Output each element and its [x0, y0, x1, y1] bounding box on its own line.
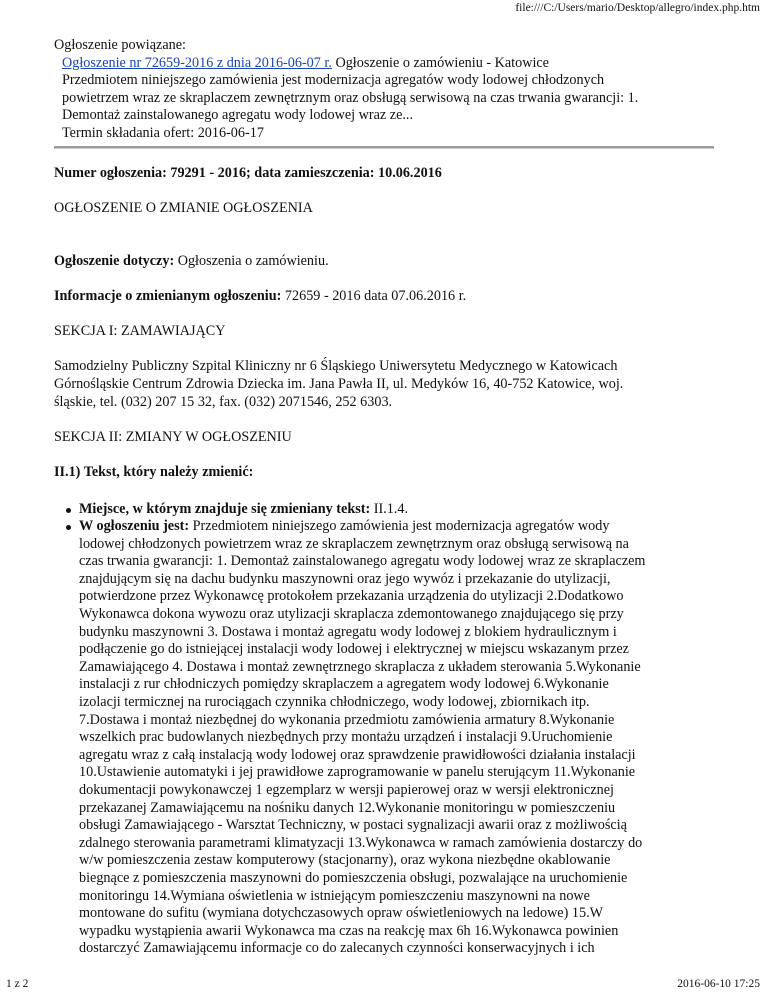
- section-2-subtitle: II.1) Tekst, który należy zmienić:: [54, 463, 254, 480]
- was-text-line: dostarczyć Zamawiającemu informacje co do zalecanych czynności konserwacyjnych i ich: [79, 940, 595, 957]
- was-text-line: izolacji termicznej na rurociągach czynnika chłodniczego, wody lodowej, zbiornikach itp.: [79, 694, 590, 711]
- section-1-title: SEKCJA I: ZAMAWIAJĄCY: [54, 323, 226, 340]
- list-item: [79, 518, 714, 958]
- was-text-line: potwierdzone przez Wykonawcę protokołem przekazania urządzenia do utylizacji 2.Dodatkowo: [79, 588, 624, 605]
- was-text-line: przekazanej Zamawiającemu na nośniku danych 12.Wykonanie monitoringu w pomieszczeniu: [79, 799, 616, 816]
- was-text-line: znajdującym się na dachu budynku maszynowni oraz jego wywóz i przekazanie do utylizacji,: [79, 570, 611, 587]
- was-text-line: Zamawiającego 4. Dostawa i montaż zewnętrznego skraplacza z układem sterowania 5.Wykonanie: [79, 658, 641, 675]
- info-value: 72659 - 2016 data 07.06.2016 r.: [281, 287, 467, 304]
- was-text-line: biegnące z pomieszczenia maszynowni do pomieszczenia obsługi, pozwalające na uruchomienie: [79, 869, 628, 886]
- divider: [54, 146, 714, 149]
- related-link-line: [54, 55, 714, 73]
- was-text-line: montowane do sufitu (wymiana dotychczasowych opraw oświetleniowych na ledowe) 15.W: [79, 905, 604, 922]
- was-text-line: lodowej chłodzonych powietrzem wraz ze skraplaczem zewnętrznym oraz obsługą serwisową na: [79, 535, 629, 552]
- related-deadline: Termin składania ofert: 2016-06-17: [62, 124, 264, 141]
- page-url: file:///C:/Users/mario/Desktop/allegro/index.php.htm: [515, 2, 760, 14]
- notice-content: [54, 165, 714, 958]
- section-1-line-1: Samodzielny Publiczny Szpital Kliniczny nr 6 Śląskiego Uniwersytetu Medycznego w Katowicach: [54, 358, 618, 375]
- was-text-line: wszelkich prac budowlanych niezbędnych przy montażu urządzeń i instalacji 9.Uruchomienie: [79, 729, 613, 746]
- notice-info: [54, 288, 714, 306]
- print-datetime: 2016-06-10 17:25: [677, 978, 760, 990]
- was-text-line: monitoringu 14.Wymiana oświetlenia w istniejącym pomieszczeniu maszynowni na nowe: [79, 887, 590, 904]
- was-text-line: 10.Ustawienie automatyki i jej prawidłowe zaprogramowanie w panelu sterującym 11.Wykonanie: [79, 764, 636, 781]
- was-text-line: wypadku wystąpienia awarii Wykonawca ma czas na reakcję max 6h 16.Wykonawca powinien: [79, 922, 619, 939]
- changes-list: [54, 501, 714, 958]
- was-text-line: dokumentacji powykonawczej 1 egzemplarz w wersji papierowej oraz w wersji elektronicznej: [79, 782, 614, 798]
- was-text-line: czas trwania gwarancji: 1. Demontaż zainstalowanego agregatu wody lodowej wraz ze skraplaczem: [79, 553, 646, 570]
- was-text-line: podłączenie go do istniejącej instalacji wody lodowej i elektrycznej w miejscu wskazanym przez: [79, 641, 629, 658]
- was-text-line: obsługi Zamawiającego - Warsztat Techniczny, w postaci sygnalizacji awarii oraz z możliwością: [79, 817, 627, 834]
- place-value: II.1.4.: [370, 500, 409, 517]
- section-1-line-2: Górnośląskie Centrum Zdrowia Dziecka im. Jana Pawła II, ul. Medyków 16, 40-752 Katowice, woj.: [54, 375, 624, 392]
- was-text-block: [79, 536, 714, 958]
- was-text-line: Wykonawca dokona wywozu oraz utylizacji skraplacza zdemontowanego znajdującego się przy: [79, 606, 624, 623]
- was-text-line: w/w pomieszczenia zestaw komputerowy (stacjonarny), oraz wykona niezbędne okablowanie: [79, 852, 611, 869]
- section-2-title: SEKCJA II: ZMIANY W OGŁOSZENIU: [54, 428, 292, 445]
- list-item: [79, 501, 714, 519]
- was-text-line: budynku maszynowni 3. Dostawa i montaż agregatu wody lodowej z blokiem hydraulicznym i: [79, 623, 617, 640]
- was-text-line: 7.Dostawa i montaż niezbędnej do wykonania przedmiotu zamówienia armatury 8.Wykonanie: [79, 711, 615, 728]
- section-1-line-3: śląskie, tel. (032) 207 15 32, fax. (032) 2071546, 252 6303.: [54, 393, 393, 410]
- related-line-3: Demontaż zainstalowanego agregatu wody lodowej wraz ze...: [62, 107, 414, 124]
- related-notice-block: [54, 37, 714, 143]
- page-number: 1 z 2: [6, 978, 29, 990]
- notice-heading: OGŁOSZENIE O ZMIANIE OGŁOSZENIA: [54, 200, 313, 217]
- info-label: Informacje o zmienianym ogłoszeniu:: [54, 287, 282, 304]
- was-first-line: Przedmiotem niniejszego zamówienia jest modernizacja agregatów wody: [189, 518, 610, 535]
- place-label: Miejsce, w którym znajduje się zmieniany tekst:: [79, 500, 371, 517]
- notice-number: Numer ogłoszenia: 79291 - 2016; data zamieszczenia: 10.06.2016: [54, 165, 442, 181]
- related-line-1: Przedmiotem niniejszego zamówienia jest modernizacja agregatów wody lodowej chłodzonych: [62, 72, 605, 89]
- was-text-line: instalacji z rur chłodniczych pomiędzy skraplaczem a agregatem wody lodowej 6.Wykonanie: [79, 676, 609, 693]
- notice-concerns: [54, 253, 714, 271]
- related-link-suffix: Ogłoszenie o zamówieniu - Katowice: [331, 54, 549, 71]
- concerns-value: Ogłoszenia o zamówieniu.: [174, 252, 329, 269]
- related-label: Ogłoszenie powiązane:: [54, 37, 186, 53]
- was-text-line: zdalnego sterowania parametrami klimatyzacji 13.Wykonawca w ramach zamówienia dostarczy do: [79, 834, 643, 851]
- related-notice-link[interactable]: Ogłoszenie nr 72659-2016 z dnia 2016-06-07 r.: [62, 54, 332, 71]
- was-label: W ogłoszeniu jest:: [79, 518, 190, 535]
- concerns-label: Ogłoszenie dotyczy:: [54, 252, 175, 269]
- was-text-line: agregatu wraz z całą instalacją wody lodowej oraz sprawdzenie prawidłowości działania instalacji: [79, 746, 636, 763]
- related-line-2: powietrzem wraz ze skraplaczem zewnętrznym oraz obsługą serwisową na czas trwania gwarancji: 1.: [62, 89, 639, 106]
